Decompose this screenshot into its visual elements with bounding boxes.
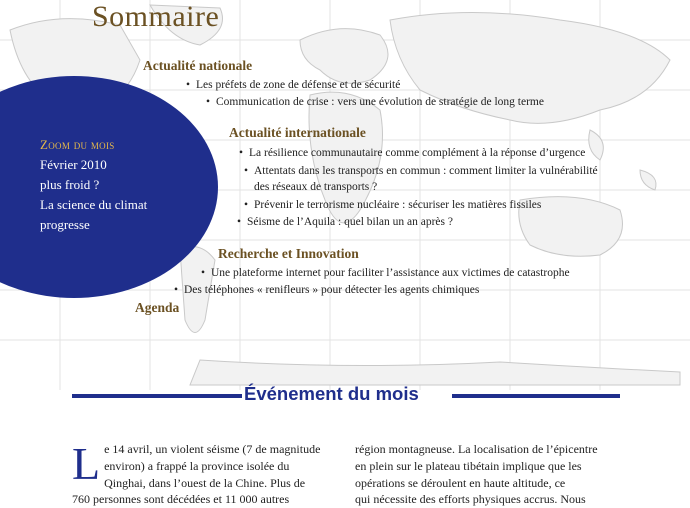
drop-cap: L bbox=[72, 438, 101, 489]
article-line: environ) a frappé la province isolée du bbox=[104, 458, 290, 473]
article-line: région montagneuse. La localisation de l’épicentre bbox=[355, 442, 598, 456]
article-line: en plein sur le plateau tibétain implique que les bbox=[355, 458, 582, 473]
toc-item[interactable]: • Communication de crise : vers une évolution de stratégie de long terme bbox=[206, 96, 544, 108]
article-line: Qinghai, dans l’ouest de la Chine. Plus de bbox=[104, 475, 306, 490]
zoom-line: plus froid ? bbox=[40, 177, 100, 192]
toc-item[interactable]: • Des téléphones « renifleurs » pour détecter les agents chimiques bbox=[174, 284, 480, 296]
title-rule-left bbox=[72, 394, 242, 398]
toc-item[interactable]: • La résilience communautaire comme complément à la réponse d’urgence bbox=[239, 147, 586, 159]
zoom-line: Février 2010 bbox=[40, 157, 107, 172]
section-agenda[interactable]: Agenda bbox=[135, 300, 180, 315]
toc-item[interactable]: • Les préfets de zone de défense et de sécurité bbox=[186, 79, 401, 91]
zoom-heading: Zoom du mois bbox=[40, 137, 115, 152]
title-rule-right bbox=[452, 394, 620, 398]
article-line: opérations se déroulent en haute altitude, ce bbox=[355, 475, 566, 490]
toc-item[interactable]: • Attentats dans les transports en commun : comment limiter la vulnérabilité bbox=[244, 165, 598, 177]
article-line: e 14 avril, un violent séisme (7 de magnitude bbox=[104, 442, 321, 456]
evenement-heading: Événement du mois bbox=[244, 383, 419, 404]
zoom-line: progresse bbox=[40, 217, 90, 232]
article-line: qui nécessite des efforts physiques accrus. Nous bbox=[355, 492, 586, 507]
zoom-du-mois[interactable] bbox=[40, 135, 147, 235]
toc-item[interactable]: • Séisme de l’Aquila : quel bilan un an après ? bbox=[237, 216, 453, 228]
article-line: 760 personnes sont décédées et 11 000 autres bbox=[72, 492, 290, 507]
toc-item-continued[interactable]: des réseaux de transports ? bbox=[254, 181, 378, 193]
section-actualite-nationale[interactable]: Actualité nationale bbox=[143, 58, 253, 73]
toc-item[interactable]: • Prévenir le terrorisme nucléaire : sécuriser les matières fissiles bbox=[244, 199, 542, 211]
page-title: Sommaire bbox=[92, 0, 220, 33]
article-column-left bbox=[72, 438, 330, 508]
article-column-right bbox=[355, 441, 627, 508]
zoom-line: La science du climat bbox=[40, 197, 148, 212]
section-recherche-innovation[interactable]: Recherche et Innovation bbox=[218, 246, 359, 261]
toc-item[interactable]: • Une plateforme internet pour faciliter l’assistance aux victimes de catastrophe bbox=[201, 267, 570, 279]
section-actualite-internationale[interactable]: Actualité internationale bbox=[229, 125, 366, 140]
